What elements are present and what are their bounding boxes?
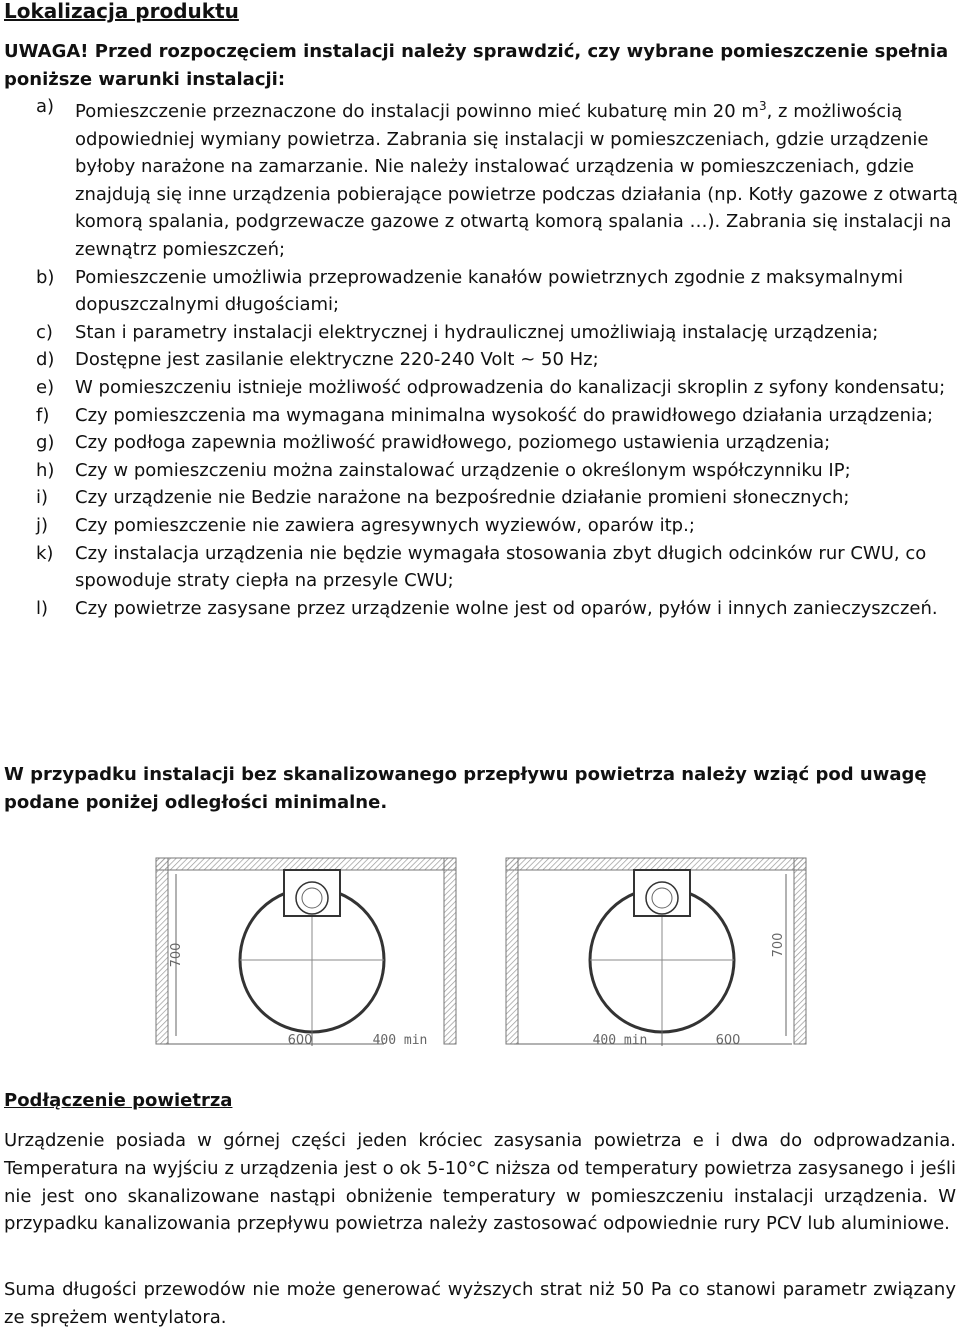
list-item-text: Pomieszczenie umożliwia przeprowadzenie kanałów powietrznych zgodnie z maksymalnymi dopuszczalnymi długościami; (75, 266, 904, 316)
list-item-text: Czy podłoga zapewnia możliwość prawidłowego, poziomego ustawienia urządzenia; (75, 432, 831, 454)
list-item (0, 429, 960, 457)
wall-top (506, 858, 806, 870)
section-paragraph: Urządzenie posiada w górnej części jeden króciec zasysania powietrza e i dwa do odprowadzania. Temperatura na wyjściu z urządzenia jest o ok 5-10°C niższa od temperatury powietrza zasysanego i jeśli nie jest ono skanalizowane nastąpi obniżenie temperatury w pomieszczeniu instalacji urządzenia. W przypadku kanalizowania przepływu powietrza należy zastosować odpowiednie rury PCV lub aluminiowe. (4, 1130, 956, 1235)
list-item (0, 93, 960, 264)
list-marker: l) (36, 597, 49, 619)
list-item-text: Czy pomieszczenie nie zawiera agresywnych wyziewów, oparów itp.; (75, 514, 695, 536)
list-item (0, 484, 960, 512)
list-item-text: Czy pomieszczenia ma wymagana minimalna wysokość do prawidłowego działania urządzenia; (75, 404, 934, 426)
list-item-text: Czy w pomieszczeniu można zainstalować urządzenie o określonym współczynniku IP; (75, 459, 851, 481)
list-marker: g) (36, 432, 55, 454)
dimension-label-side: 700 (169, 942, 184, 968)
list-item-text: Dostępne jest zasilanie elektryczne 220-240 Volt ~ 50 Hz; (75, 349, 599, 371)
list-marker: d) (36, 349, 55, 371)
list-item-text: , z możliwością odpowiedniej wymiany powietrza. Zabrania się instalacji w pomieszczeniach, gdzie urządzenie byłoby narażone na zamarzanie. Nie należy instalować urządzenia w pomieszczeniach, gdzie znajdują się inne urządzenia pobierające powietrze podczas działania (np. Kotły gazowe z otwartą komorą spalania, podgrzewacze gazowe z otwartą komorą spalania …). Zabrania się instalacji na zewnątrz pomieszczeń; (75, 101, 958, 260)
list-item-text: Stan i parametry instalacji elektrycznej i hydraulicznej umożliwiają instalację urządzenia; (75, 321, 879, 343)
requirements-list (0, 93, 960, 622)
air-duct (284, 870, 340, 916)
list-marker: a) (36, 96, 55, 117)
superscript: 3 (758, 99, 767, 113)
list-marker: e) (36, 376, 55, 398)
dimension-label-narrow: 400 min (372, 1033, 428, 1048)
clearance-drawing-left (156, 858, 456, 1048)
list-item (0, 319, 960, 347)
list-item-text: Czy instalacja urządzenia nie będzie wymagała stosowania zbyt długich odcinków rur CWU, co spowoduje straty ciepła na przesyle CWU; (75, 542, 927, 592)
list-item (0, 595, 960, 623)
list-item-text: Czy powietrze zasysane przez urządzenie wolne jest od oparów, pyłów i innych zanieczyszczeń. (75, 597, 938, 619)
list-marker: h) (36, 459, 55, 481)
wall-left (506, 858, 518, 1044)
section-heading: Podłączenie powietrza (4, 1090, 233, 1111)
list-item (0, 457, 960, 485)
min-distance-note: W przypadku instalacji bez skanalizowanego przepływu powietrza należy wziąć pod uwagę podane poniżej odległości minimalne. (4, 764, 927, 813)
clearance-diagram (150, 850, 810, 1050)
wall-left (156, 858, 168, 1044)
section-paragraph: Suma długości przewodów nie może generować wyższych strat niż 50 Pa co stanowi parametr związany ze sprężem wentylatora. (4, 1279, 956, 1328)
list-item (0, 512, 960, 540)
wall-right (444, 858, 456, 1044)
list-item (0, 540, 960, 595)
clearance-drawing-right (506, 858, 806, 1048)
dimension-label-side: 700 (771, 932, 786, 958)
list-item-text: Czy urządzenie nie Bedzie narażone na bezpośrednie działanie promieni słonecznych; (75, 487, 850, 509)
dimension-label-narrow: 400 min (592, 1033, 648, 1048)
dimension-label-wide: 600 (715, 1033, 741, 1048)
list-item (0, 264, 960, 319)
page-title: Lokalizacja produktu (4, 0, 239, 23)
list-marker: i) (36, 487, 49, 509)
list-marker: k) (36, 542, 54, 564)
list-item-text: W pomieszczeniu istnieje możliwość odprowadzenia do kanalizacji skroplin z syfony kondensatu; (75, 376, 946, 398)
list-item (0, 346, 960, 374)
list-item-text: Pomieszczenie przeznaczone do instalacji powinno mieć kubaturę min 20 m (75, 101, 759, 122)
list-item (0, 402, 960, 430)
warning-text: UWAGA! Przed rozpoczęciem instalacji należy sprawdzić, czy wybrane pomieszczenie spełnia poniższe warunki instalacji: (4, 41, 949, 90)
wall-right (794, 858, 806, 1044)
air-duct (634, 870, 690, 916)
wall-top (156, 858, 456, 870)
list-marker: c) (36, 321, 53, 343)
dimension-label-wide: 600 (287, 1033, 313, 1048)
list-marker: f) (36, 404, 50, 426)
list-item (0, 374, 960, 402)
list-marker: b) (36, 266, 55, 288)
list-marker: j) (36, 514, 49, 536)
